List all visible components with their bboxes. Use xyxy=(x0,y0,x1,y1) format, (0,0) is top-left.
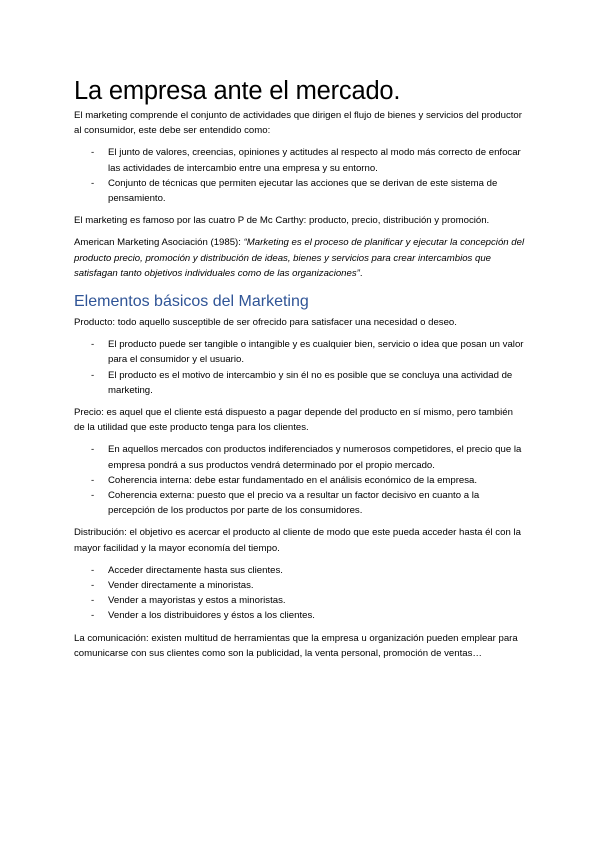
dash-bullet: - xyxy=(91,564,95,576)
document-page xyxy=(74,76,526,668)
dash-bullet: - xyxy=(91,444,95,456)
precio-list xyxy=(74,442,526,518)
list-item xyxy=(74,473,526,488)
dash-bullet: - xyxy=(91,177,95,189)
list-item xyxy=(74,608,526,623)
intro-paragraph: El marketing comprende el conjunto de actividades que dirigen el flujo de bienes y servicios del productor al consumidor, este debe ser entendido como: xyxy=(74,110,522,137)
producto-list xyxy=(74,337,526,398)
mccarthy-paragraph: El marketing es famoso por las cuatro P de Mc Carthy: producto, precio, distribución y promoción. xyxy=(74,215,490,227)
ama-paragraph xyxy=(74,235,526,281)
list-item xyxy=(74,563,526,578)
list-item xyxy=(74,337,526,367)
list-item-text: Acceder directamente hasta sus clientes. xyxy=(108,564,283,576)
dash-bullet: - xyxy=(91,147,95,159)
list-item xyxy=(74,593,526,608)
list-item xyxy=(74,176,526,206)
list-item xyxy=(74,488,526,518)
list-item xyxy=(74,368,526,398)
list-item-text: Conjunto de técnicas que permiten ejecutar las acciones que se derivan de este sistema de pensamiento. xyxy=(108,177,498,205)
list-item-text: Coherencia externa: puesto que el precio va a resultar un factor decisivo en cuanto a la percepción de los productos por parte de los consumidores. xyxy=(108,490,480,517)
dash-bullet: - xyxy=(91,610,95,622)
list-item-text: El junto de valores, creencias, opiniones y actitudes al respecto al modo más correcto de enfocar las actividades de intercambio entre una empresa y su entorno. xyxy=(108,147,521,174)
list-item-text: Vender a los distribuidores y éstos a los clientes. xyxy=(108,610,315,622)
ama-quote: “Marketing es el proceso de planificar y ejecutar la concepción del producto precio, promoción y distribución de ideas, bienes y servicios para crear intercambios que satisfagan tanto objetivos individuales como de las organizaciones” xyxy=(74,237,525,279)
distribucion-list xyxy=(74,563,526,624)
ama-lead: American Marketing Asociación (1985): xyxy=(74,237,244,249)
distribucion-paragraph: Distribución: el objetivo es acercar el producto al cliente de modo que este pueda acceder hasta él con la mayor facilidad y la mayor economía del tiempo. xyxy=(74,527,521,554)
list-item-text: El producto es el motivo de intercambio y sin él no es posible que se concluya una actividad de marketing. xyxy=(108,369,513,396)
page-title: La empresa ante el mercado. xyxy=(74,77,401,105)
list-item xyxy=(74,145,526,175)
producto-paragraph: Producto: todo aquello susceptible de ser ofrecido para satisfacer una necesidad o deseo. xyxy=(74,317,457,329)
list-item-text: Vender directamente a minoristas. xyxy=(108,580,254,592)
comunicacion-paragraph: La comunicación: existen multitud de herramientas que la empresa u organización pueden emplear para comunicarse con sus clientes como son la publicidad, la venta personal, promoción de ventas… xyxy=(74,632,518,659)
list-item-text: El producto puede ser tangible o intangible y es cualquier bien, servicio o idea que posan un valor para el consumidor y el usuario. xyxy=(108,339,524,366)
list-item xyxy=(74,442,526,472)
dash-bullet: - xyxy=(91,339,95,351)
dash-bullet: - xyxy=(91,595,95,607)
list-item-text: En aquellos mercados con productos indiferenciados y numerosos competidores, el precio que la empresa pondrá a sus productos vendrá determinado por el propio mercado. xyxy=(108,444,522,471)
section-heading: Elementos básicos del Marketing xyxy=(74,293,309,311)
dash-bullet: - xyxy=(91,490,95,502)
list-item-text: Vender a mayoristas y estos a minoristas. xyxy=(108,595,286,607)
dash-bullet: - xyxy=(91,369,95,381)
ama-end: . xyxy=(359,267,363,279)
list-item xyxy=(74,578,526,593)
intro-list xyxy=(74,145,526,206)
dash-bullet: - xyxy=(91,580,95,592)
list-item-text: Coherencia interna: debe estar fundamentado en el análisis económico de la empresa. xyxy=(108,474,478,486)
precio-paragraph: Precio: es aquel que el cliente está dispuesto a pagar depende del producto en sí mismo, pero también de la utilidad que este producto tenga para los clientes. xyxy=(74,407,513,434)
dash-bullet: - xyxy=(91,474,95,486)
